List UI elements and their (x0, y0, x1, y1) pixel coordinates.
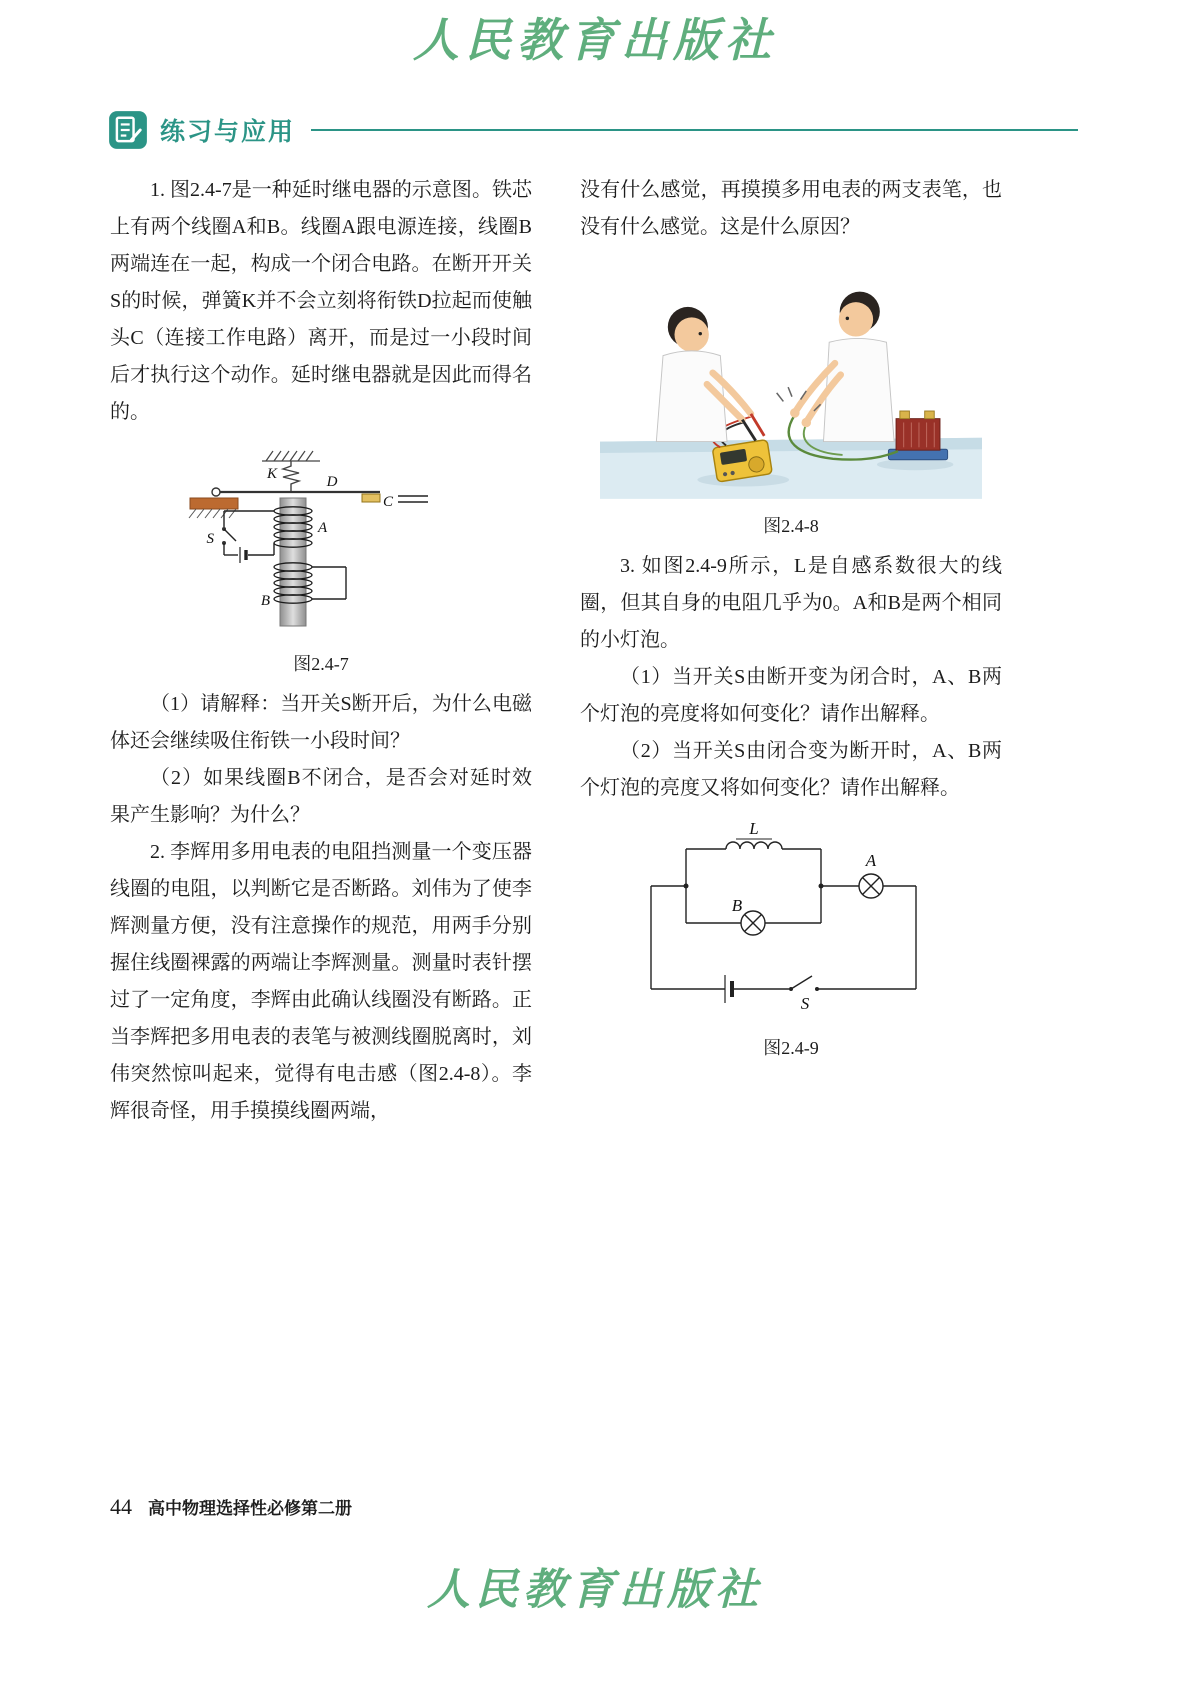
figure-2-4-7-caption: 图2.4-7 (293, 654, 349, 674)
fig249-label-S: S (800, 994, 810, 1013)
support-pad (190, 498, 238, 509)
page-footer (110, 1494, 352, 1520)
section-header (108, 110, 1078, 150)
question-1-sub1: （1）请解释：当开关S断开后，为什么电磁体还会继续吸住衔铁一小段时间？ (110, 693, 532, 752)
section-title: 练习与应用 (160, 118, 296, 146)
question-1-sub2: （2）如果线圈B不闭合，是否会对延时效果产生影响？为什么？ (110, 767, 532, 826)
figure-2-4-8-caption: 图2.4-8 (763, 516, 819, 536)
self-induction-circuit-diagram (641, 821, 941, 1021)
question-1-text: 1. 图2.4-7是一种延时继电器的示意图。铁芯上有两个线圈A和B。线圈A跟电源连接，线圈B两端连在一起，构成一个闭合电路。在断开开关S的时候，弹簧K并不会立刻将衔铁D拉起而使触头C（连接工作电路）离开，而是过一小段时间后才执行这个动作。延时继电器就是因此而得名的。 (110, 179, 532, 423)
right-boy (790, 292, 894, 442)
page-number: 44 (110, 1494, 132, 1519)
question-2-text: 2. 李辉用多用电表的电阻挡测量一个变压器线圈的电阻，以判断它是否断路。刘伟为了使李辉测量方便，没有注意操作的规范，用两手分别握住线圈裸露的两端让李辉测量。测量时表针摆过了一定角度，李辉由此确认线圈没有断路。正当李辉把多用电表的表笔与被测线圈脱离时，刘伟突然惊叫起来，觉得有电击感（图2.4-8）。李辉很奇怪，用手摸摸线圈两端， (110, 841, 532, 1122)
spring (283, 461, 299, 492)
publisher-watermark-top: 人民教育出版社 (413, 13, 777, 67)
fig249-label-L: L (749, 821, 759, 838)
switch-terminal-2 (815, 987, 819, 991)
figure-2-4-9 (580, 821, 1002, 1060)
fig247-label-C: C (383, 494, 394, 510)
circuit-wires (651, 839, 916, 1003)
left-boy (656, 307, 764, 442)
relay-diagram (176, 445, 466, 637)
switch-blade (791, 976, 812, 989)
fig247-label-K: K (266, 466, 277, 482)
ceiling-hatch (262, 451, 320, 461)
junction-right (819, 884, 824, 889)
figure-2-4-8 (580, 260, 1002, 538)
right-column (580, 172, 1002, 1130)
left-column (110, 172, 532, 1130)
two-column-content (110, 172, 1002, 1130)
figure-2-4-7 (110, 445, 532, 676)
fig247-label-D: D (326, 474, 338, 490)
shadow-right (877, 459, 953, 470)
fig249-label-B: B (731, 896, 743, 915)
publisher-watermark-bottom: 人民教育出版社 (427, 1565, 763, 1615)
contact-block (362, 494, 380, 502)
figure-2-4-9-caption: 图2.4-9 (763, 1038, 819, 1058)
exercise-section-icon (108, 110, 148, 150)
fig247-label-B: B (260, 593, 270, 609)
question-3-text: 3. 如图2.4-9所示，L是自感系数很大的线圈，但其自身的电阻几乎为0。A和B是两个相同的小灯泡。 (580, 555, 1002, 651)
fig247-label-S: S (206, 531, 214, 547)
junction-left (684, 884, 689, 889)
fig247-label-A: A (318, 520, 328, 536)
inductor-coil (726, 842, 782, 849)
switch-terminal-1 (789, 987, 793, 991)
pivot (212, 488, 220, 496)
question-3-sub1: （1）当开关S由断开变为闭合时，A、B两个灯泡的亮度将如何变化？请作出解释。 (580, 666, 1002, 725)
iron-core (280, 498, 306, 626)
question-2-continued: 没有什么感觉，再摸摸多用电表的两支表笔，也没有什么感觉。这是什么原因？ (580, 179, 1002, 238)
question-3-sub2: （2）当开关S由闭合变为断开时，A、B两个灯泡的亮度又将如何变化？请作出解释。 (580, 740, 1002, 799)
fig249-label-A: A (865, 851, 877, 870)
coil-B-loop (312, 567, 346, 599)
supply-circuit (222, 511, 274, 563)
section-header-rule (311, 129, 1078, 131)
book-title: 高中物理选择性必修第二册 (148, 1499, 352, 1518)
electric-shock-illustration (600, 260, 982, 499)
